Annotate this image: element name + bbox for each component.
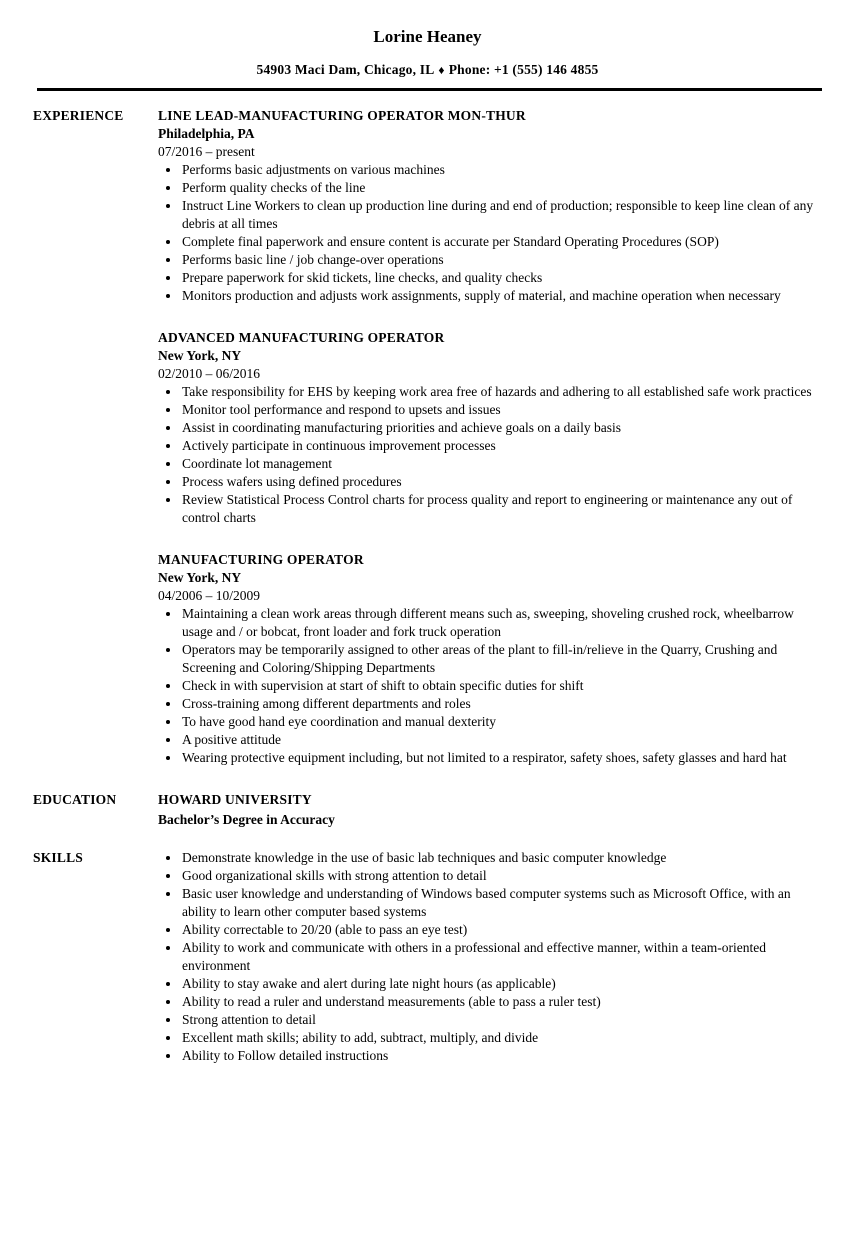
bullet-item: • Prepare paperwork for skid tickets, line checks, and quality checks bbox=[181, 269, 822, 287]
bullet-item: • A positive attitude bbox=[181, 731, 822, 749]
degree-name: Bachelor’s Degree in Accuracy bbox=[158, 812, 335, 827]
job-location: Philadelphia, PA bbox=[158, 126, 255, 141]
job-dates: 04/2006 – 10/2009 bbox=[158, 588, 261, 603]
bullet-item: • Performs basic adjustments on various machines bbox=[181, 161, 822, 179]
bullet-item: • Strong attention to detail bbox=[181, 1011, 822, 1029]
job-dates: 07/2016 – present bbox=[158, 144, 255, 159]
bullet-item: • Perform quality checks of the line bbox=[181, 179, 822, 197]
bullet-item: • To have good hand eye coordination and manual dexterity bbox=[181, 713, 822, 731]
bullet-item: • Ability correctable to 20/20 (able to pass an eye test) bbox=[181, 921, 822, 939]
job-title: LINE LEAD-MANUFACTURING OPERATOR MON-THUR bbox=[158, 108, 526, 123]
bullet-item: • Instruct Line Workers to clean up production line during and end of production; responsible to keep line clean of any debris at all times bbox=[181, 197, 822, 233]
bullet-item: • Wearing protective equipment including, but not limited to a respirator, safety shoes, safety glasses and hard hat bbox=[181, 749, 822, 767]
bullet-item: • Monitors production and adjusts work assignments, supply of material, and machine operation when necessary bbox=[181, 287, 822, 305]
job-bullet-list bbox=[158, 383, 822, 527]
education-body bbox=[158, 791, 822, 829]
section-label-experience: EXPERIENCE bbox=[33, 108, 124, 123]
bullet-item: • Basic user knowledge and understanding of Windows based computer systems such as Microsoft Office, with an ability to learn other computer based systems bbox=[181, 885, 822, 921]
contact-line bbox=[33, 61, 822, 79]
bullet-item: • Good organizational skills with strong attention to detail bbox=[181, 867, 822, 885]
bullet-item: • Excellent math skills; ability to add, subtract, multiply, and divide bbox=[181, 1029, 822, 1047]
bullet-item: • Take responsibility for EHS by keeping work area free of hazards and adhering to all established safe work practices bbox=[181, 383, 822, 401]
job-bullet-list bbox=[158, 161, 822, 305]
job-location: New York, NY bbox=[158, 570, 242, 585]
bullet-item: • Process wafers using defined procedures bbox=[181, 473, 822, 491]
address-text: 54903 Maci Dam, Chicago, IL bbox=[256, 62, 435, 77]
section-education bbox=[33, 791, 822, 829]
job-bullet-list bbox=[158, 605, 822, 767]
bullet-item: • Review Statistical Process Control charts for process quality and report to engineering or maintenance any out of control charts bbox=[181, 491, 822, 527]
job-entry-1 bbox=[158, 107, 822, 305]
bullet-item: • Ability to stay awake and alert during late night hours (as applicable) bbox=[181, 975, 822, 993]
job-dates: 02/2010 – 06/2016 bbox=[158, 366, 261, 381]
header-divider bbox=[37, 88, 822, 91]
bullet-item: • Performs basic line / job change-over operations bbox=[181, 251, 822, 269]
phone-text: Phone: +1 (555) 146 4855 bbox=[448, 62, 599, 77]
bullet-item: • Ability to Follow detailed instructions bbox=[181, 1047, 822, 1065]
skills-bullet-list bbox=[158, 849, 822, 1065]
section-label-skills: SKILLS bbox=[33, 850, 83, 865]
bullet-item: • Cross-training among different departments and roles bbox=[181, 695, 822, 713]
bullet-item: • Monitor tool performance and respond to upsets and issues bbox=[181, 401, 822, 419]
section-experience bbox=[33, 107, 822, 767]
school-name: HOWARD UNIVERSITY bbox=[158, 792, 312, 807]
diamond-icon: ♦ bbox=[438, 63, 445, 77]
section-skills bbox=[33, 849, 822, 1065]
section-label-education: EDUCATION bbox=[33, 792, 117, 807]
job-entry-3 bbox=[158, 551, 822, 767]
bullet-item: • Check in with supervision at start of shift to obtain specific duties for shift bbox=[181, 677, 822, 695]
bullet-item: • Ability to work and communicate with others in a professional and effective manner, within a team-oriented environment bbox=[181, 939, 822, 975]
job-location: New York, NY bbox=[158, 348, 242, 363]
resume-header bbox=[33, 26, 822, 91]
resume-content bbox=[33, 107, 822, 1065]
bullet-item: • Actively participate in continuous improvement processes bbox=[181, 437, 822, 455]
skills-body bbox=[158, 849, 822, 1065]
bullet-item: • Demonstrate knowledge in the use of basic lab techniques and basic computer knowledge bbox=[181, 849, 822, 867]
bullet-item: • Maintaining a clean work areas through different means such as, sweeping, shoveling crushed rock, wheelbarrow usage and / or bobcat, front loader and fork truck operation bbox=[181, 605, 822, 641]
candidate-name: Lorine Heaney bbox=[373, 27, 482, 46]
bullet-item: • Ability to read a ruler and understand measurements (able to pass a ruler test) bbox=[181, 993, 822, 1011]
experience-body bbox=[158, 107, 822, 767]
job-entry-2 bbox=[158, 329, 822, 527]
bullet-item: • Coordinate lot management bbox=[181, 455, 822, 473]
bullet-item: • Operators may be temporarily assigned to other areas of the plant to fill-in/relieve in the Quarry, Crushing and Screening and Coloring/Shipping Departments bbox=[181, 641, 822, 677]
bullet-item: • Assist in coordinating manufacturing priorities and achieve goals on a daily basis bbox=[181, 419, 822, 437]
job-title: ADVANCED MANUFACTURING OPERATOR bbox=[158, 330, 445, 345]
job-title: MANUFACTURING OPERATOR bbox=[158, 552, 364, 567]
bullet-item: • Complete final paperwork and ensure content is accurate per Standard Operating Procedures (SOP) bbox=[181, 233, 822, 251]
